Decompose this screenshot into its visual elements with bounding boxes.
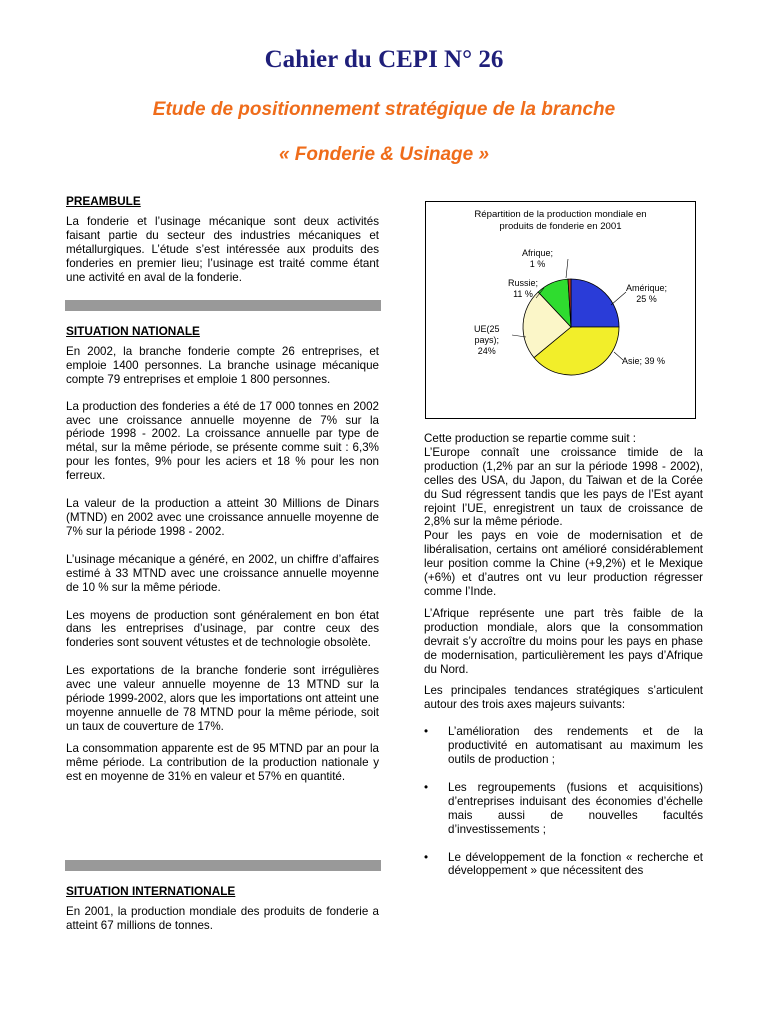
pie-svg bbox=[426, 202, 695, 418]
rt-afrique: L’Afrique représente une part très faible de la production mondiale, alors que la consommation devrait s’y accroître du moins pour les pays en phase de modernisation, particulièrement les pays d’Afrique du Nord. bbox=[424, 606, 703, 676]
bullet-icon: • bbox=[424, 850, 429, 864]
sn-paragraph: La valeur de la production a atteint 30 Millions de Dinars (MTND) en 2002 avec une croissance annuelle moyenne de 7% sur la période 1998 - 2002. bbox=[66, 497, 379, 538]
list-item-text: Les regroupements (fusions et acquisitions) d’entreprises induisant des économies d’échelle mais aussi de nouvelles facultés d’investissements ; bbox=[448, 780, 703, 836]
situation-internationale-section bbox=[66, 885, 379, 933]
preambule-section bbox=[66, 195, 379, 284]
sn-paragraph: L’usinage mécanique a généré, en 2002, un chiffre d’affaires estimé à 33 MTND avec une croissance annuelle moyenne de 10 % sur la même période. bbox=[66, 552, 379, 594]
label-text: Amérique; bbox=[626, 283, 668, 293]
label-text: Afrique; bbox=[522, 248, 554, 258]
label-text: pays); bbox=[474, 335, 500, 345]
label-text: 25 % bbox=[636, 294, 657, 304]
list-item bbox=[424, 781, 703, 837]
label-asie bbox=[622, 356, 665, 367]
list-item-text: Le développement de la fonction « recherche et développement » que nécessitent des bbox=[448, 850, 703, 878]
label-text: UE(25 bbox=[474, 324, 500, 334]
chart-title-line-2: produits de fonderie en 2001 bbox=[499, 221, 622, 232]
label-text: 24% bbox=[477, 346, 496, 356]
label-russie bbox=[508, 278, 538, 300]
preambule-heading: PREAMBULE bbox=[66, 194, 141, 208]
subtitle-line-1: Etude de positionnement stratégique de la branche bbox=[152, 99, 616, 120]
rt-intro: Cette production se repartie comme suit : bbox=[424, 432, 637, 445]
rt-intro: Pour les pays en voie de modernisation et de libéralisation, certains ont amélioré considérablement leur position comme la Chine (+9,2%) et le Mexique (+6%) et d’autres ont vu leur production régresser comme l’Inde. bbox=[424, 529, 703, 598]
pie-slice-am-rique bbox=[571, 279, 619, 327]
label-text: 11 % bbox=[513, 289, 533, 299]
rt-tendances: Les principales tendances stratégiques s’articulent autour des trois axes majeurs suivants: bbox=[424, 684, 703, 712]
label-ue bbox=[474, 324, 500, 357]
list-item bbox=[424, 725, 703, 767]
list-item-text: L’amélioration des rendements et de la productivité en automatisant au maximum les outils de production ; bbox=[448, 725, 703, 767]
label-text: 1 % bbox=[529, 259, 546, 269]
section-divider bbox=[65, 860, 381, 871]
bullet-list bbox=[424, 725, 703, 878]
label-text: Russie; bbox=[508, 278, 539, 288]
rt-intro: L’Europe connaît une croissance timide de la production (1,2% par an sur la période 1998 - 2002), celles des USA, du Japon, du Taiwan et de la Corée du Sud régressent tandis que les pays de l’Est ayant rejoint l’UE, enregistrent un taux de croissance de 2,8% sur la même période. bbox=[424, 445, 703, 529]
sn-paragraph: La consommation apparente est de 95 MTND par an pour la même période. La contribution de la production nationale y est en moyenne de 31% en valeur et 57% en quantité. bbox=[66, 741, 379, 783]
right-column bbox=[424, 432, 703, 878]
situation-internationale-heading: SITUATION INTERNATIONALE bbox=[66, 884, 236, 898]
situation-nationale-heading: SITUATION NATIONALE bbox=[66, 324, 200, 338]
pie-chart bbox=[425, 201, 696, 419]
label-amerique bbox=[626, 283, 667, 305]
label-text: Asie; 39 % bbox=[622, 356, 666, 366]
bullet-icon: • bbox=[424, 780, 429, 794]
chart-title bbox=[426, 209, 695, 233]
situation-nationale-section bbox=[66, 325, 379, 783]
leader-line bbox=[566, 259, 568, 278]
preambule-text: La fonderie et l’usinage mécanique sont deux activités faisant partie du secteur des industries mécaniques et métallurgiques. L’étude s’est intéressée aux produits des fonderies en premier lieu; l’usinage est traité comme étant une activité en aval de la fonderie. bbox=[66, 214, 379, 284]
page-title: Cahier du CEPI N° 26 bbox=[264, 46, 504, 73]
sn-paragraph: En 2002, la branche fonderie compte 26 entreprises, et emploie 1400 personnes. La branche usinage mécanique compte 79 entreprises et emploie 1 800 personnes. bbox=[66, 344, 379, 386]
section-divider bbox=[65, 300, 381, 311]
sn-paragraph: Les moyens de production sont généralement en bon état dans les entreprises d’usinage, par contre ceux des fonderies sont souvent vétustes et de technologie obsolète. bbox=[66, 608, 379, 650]
leader-line bbox=[611, 292, 626, 305]
sn-paragraph: Les exportations de la branche fonderie sont irrégulières avec une valeur annuelle moyenne de 13 MTND sur la période 1999-2002, alors que les importations ont atteint une moyenne annuelle de 78 MTND pour la même période, soit un taux de couverture de 17%. bbox=[66, 664, 379, 733]
chart-title-line-1: Répartition de la production mondiale en bbox=[474, 209, 647, 220]
label-afrique bbox=[522, 248, 553, 270]
sn-paragraph: La production des fonderies a été de 17 000 tonnes en 2002 avec une croissance annuelle moyenne de 7% sur la période 1998 - 2002. La croissance annuelle par type de métal, sur la même période, se présente comme suit : 6,3% pour les fontes, 9% pour les aciers et 18 % pour les non ferreux. bbox=[66, 399, 379, 483]
list-item bbox=[424, 851, 703, 879]
subtitle-line-2: « Fonderie & Usinage » bbox=[278, 144, 490, 165]
si-text: En 2001, la production mondiale des produits de fonderie a atteint 67 millions de tonnes. bbox=[66, 904, 379, 932]
bullet-icon: • bbox=[424, 725, 429, 739]
